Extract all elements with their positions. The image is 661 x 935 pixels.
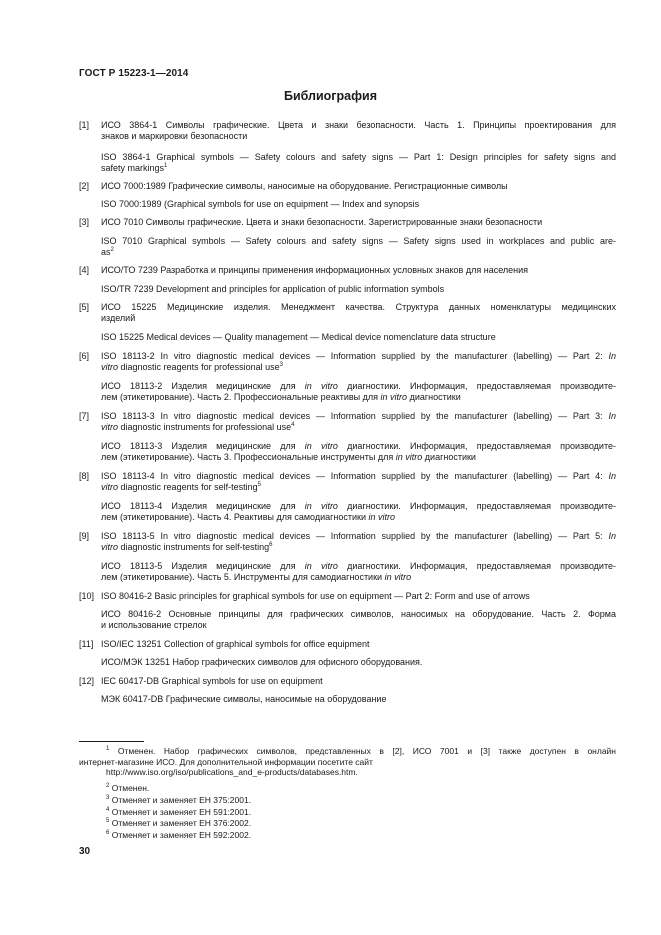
page-number: 30	[79, 846, 91, 857]
entry-text-line: ISO 7010 Graphical symbols — Safety colours and safety signs — Safety signs used in workplaces and public are-	[101, 236, 616, 246]
entry-text-line: ISO 15225 Medical devices — Quality management — Medical device nomenclature data structure	[101, 332, 496, 342]
entry-text-line: ИСО 80416-2 Основные принципы для графических символов, наносимых на оборудование. Часть 2. Форма	[101, 609, 616, 619]
footnote-mark: 2	[106, 783, 110, 789]
entry-text: ISO 18113-2 In vitro diagnostic medical devices — Information supplied by the manufacturer (labelling) — Part 2:	[101, 351, 603, 361]
entry-italic: in vitro	[380, 392, 408, 402]
entry-italic: in vitro	[304, 501, 338, 511]
entry-text: diagnostic instruments for self-testing	[120, 542, 270, 552]
entry-number: [7]	[79, 411, 90, 421]
entry-text: as	[101, 247, 111, 257]
entry-text: ISO 18113-5 In vitro diagnostic medical devices — Information supplied by the manufacturer (labelling) — Part 5:	[101, 531, 603, 541]
entry-text-line	[101, 572, 616, 584]
entry-number: [11]	[79, 639, 94, 649]
footnote-text: Отменяет и заменяет ЕН 591:2001.	[111, 807, 252, 817]
footnote-line: http://www.iso.org/iso/publications_and_e-products/databases.htm.	[106, 767, 358, 777]
footnote-line	[79, 746, 616, 757]
entry-number: [4]	[79, 265, 90, 275]
entry-italic: in vitro	[304, 561, 338, 571]
footnote-mark: 6	[106, 830, 110, 836]
footnote-mark: 3	[106, 795, 110, 801]
entry-text-line	[101, 411, 616, 423]
entry-italic: in vitro	[384, 572, 412, 582]
entry-text: диагностики. Информация, предоставляемая производите-	[347, 381, 616, 391]
footnote-text: Отменяет и заменяет ЕН 375:2001.	[111, 795, 252, 805]
entry-text: diagnostic reagents for self-testing	[120, 482, 258, 492]
entry-italic: vitro	[101, 542, 119, 552]
entry-number: [2]	[79, 181, 90, 191]
entry-text-line	[101, 512, 616, 524]
entry-text-line	[101, 362, 616, 374]
entry-text-line: и использование стрелок	[101, 620, 207, 630]
entry-text: diagnostic instruments for professional use	[120, 422, 292, 432]
entry-text-line	[101, 351, 616, 363]
footnote-1	[79, 746, 616, 778]
footnote-ref: 4	[291, 422, 295, 428]
page-title: Библиография	[283, 89, 378, 103]
entry-number: [9]	[79, 531, 90, 541]
footnote-ref: 5	[257, 482, 261, 488]
entry-text: диагностики	[409, 392, 461, 402]
footnote-5	[106, 818, 643, 829]
entry-text-line: ISO 80416-2 Basic principles for graphical symbols for use on equipment — Part 2: Form and use of arrows	[101, 591, 530, 601]
entry-text: диагностики. Информация, предоставляемая производите-	[347, 441, 616, 451]
entry-text: лем (этикетирование). Часть 4. Реактивы для самодиагностики	[101, 512, 366, 522]
entry-text-line: ИСО 7010 Символы графические. Цвета и знаки безопасности. Зарегистрированные знаки безопасности	[101, 217, 543, 227]
entry-text-line	[101, 422, 616, 434]
entry-italic: vitro	[101, 422, 119, 432]
entry-text: ISO 18113-4 In vitro diagnostic medical devices — Information supplied by the manufacturer (labelling) — Part 4:	[101, 471, 603, 481]
entry-text-line	[101, 163, 616, 175]
entry-text-line: ISO/IEC 13251 Collection of graphical symbols for office equipment	[101, 639, 370, 649]
entry-italic: in vitro	[304, 441, 338, 451]
entry-text-line	[101, 542, 616, 554]
entry-text-line	[101, 247, 616, 259]
entry-text-line: ИСО 7000:1989 Графические символы, наносимые на оборудование. Регистрационные символы	[101, 181, 508, 191]
footnote-ref: 2	[110, 247, 114, 253]
entry-text-line: изделий	[101, 313, 136, 323]
entry-text-line	[101, 381, 616, 393]
entry-text: диагностики	[424, 452, 476, 462]
entry-text-line: ИСО 15225 Медицинские изделия. Менеджмент качества. Структура данных номенклатуры медицинских	[101, 302, 616, 312]
entry-text: лем (этикетирование). Часть 5. Инструменты для самодиагностики	[101, 572, 383, 582]
footnote-text: Отменен.	[111, 783, 150, 793]
entry-text: лем (этикетирование). Часть 3. Профессиональные инструменты для	[101, 452, 394, 462]
entry-text-line: ИСО 3864-1 Символы графические. Цвета и знаки безопасности. Часть 1. Принципы проектирования для	[101, 120, 616, 130]
document-code-header: ГОСТ Р 15223-1—2014	[79, 68, 189, 79]
entry-text-line: знаков и маркировки безопасности	[101, 131, 248, 141]
footnote-ref: 1	[164, 163, 168, 169]
footnote-line: интернет-магазине ИСО. Для дополнительной информации посетите сайт	[79, 756, 373, 767]
footnote-6	[106, 830, 643, 841]
entry-text-line	[101, 452, 616, 464]
footnote-mark: 1	[106, 746, 110, 752]
entry-text: ИСО 18113-4 Изделия медицинские для	[101, 501, 296, 511]
entry-text-line: ISO 7000:1989 (Graphical symbols for use on equipment — Index and synopsis	[101, 199, 420, 209]
entry-italic: vitro	[101, 482, 119, 492]
entry-number: [5]	[79, 302, 90, 312]
footnote-mark: 5	[106, 818, 110, 824]
entry-text-line	[101, 501, 616, 513]
entry-text: safety markings	[101, 163, 165, 173]
entry-text: diagnostic reagents for professional use	[120, 362, 280, 372]
entry-number: [10]	[79, 591, 95, 601]
footnote-mark: 4	[106, 807, 110, 813]
entry-text-line	[101, 531, 616, 543]
entry-italic: In	[608, 471, 616, 481]
entry-text: ИСО 18113-5 Изделия медицинские для	[101, 561, 296, 571]
footnote-4	[106, 807, 643, 818]
entry-italic: In	[608, 411, 616, 421]
entry-italic: in vitro	[368, 512, 396, 522]
entry-text-line	[101, 561, 616, 573]
entry-text-line	[101, 471, 616, 483]
entry-italic: in vitro	[304, 381, 338, 391]
entry-text: ИСО 18113-3 Изделия медицинские для	[101, 441, 296, 451]
entry-text-line: ISO 3864-1 Graphical symbols — Safety colours and safety signs — Part 1: Design principles for safety signs and	[101, 152, 616, 162]
entry-number: [12]	[79, 676, 95, 686]
entry-text-line	[101, 482, 616, 494]
entry-text-line	[101, 392, 616, 404]
entry-text-line	[101, 441, 616, 453]
entry-italic: In	[608, 531, 616, 541]
entry-italic: vitro	[101, 362, 119, 372]
entry-italic: In	[608, 351, 616, 361]
entry-text-line: IEC 60417-DB Graphical symbols for use on equipment	[101, 676, 323, 686]
entry-text-line: ИСО/МЭК 13251 Набор графических символов для офисного оборудования.	[101, 657, 423, 667]
entry-number: [6]	[79, 351, 90, 361]
footnote-text: Отменяет и заменяет ЕН 592:2002.	[111, 830, 252, 840]
entry-text: диагностики. Информация, предоставляемая производите-	[347, 561, 616, 571]
entry-number: [1]	[79, 120, 90, 130]
footnote-3	[106, 795, 643, 806]
footnote-text: Отменяет и заменяет ЕН 376:2002.	[111, 818, 252, 828]
entry-number: [3]	[79, 217, 90, 227]
entry-text-line: ИСО/ТО 7239 Разработка и принципы применения информационных условных знаков для населения	[101, 265, 529, 275]
entry-italic: in vitro	[395, 452, 423, 462]
footnote-2	[106, 783, 643, 794]
footnote-separator	[79, 741, 144, 742]
entry-text: ISO 18113-3 In vitro diagnostic medical devices — Information supplied by the manufacturer (labelling) — Part 3:	[101, 411, 603, 421]
entry-text: лем (этикетирование). Часть 2. Профессиональные реактивы для	[101, 392, 379, 402]
entry-text: ИСО 18113-2 Изделия медицинские для	[101, 381, 296, 391]
entry-text-line: ISO/TR 7239 Development and principles for application of public information symbols	[101, 284, 445, 294]
footnote-ref: 6	[269, 542, 273, 548]
footnote-text: Отменен. Набор графических символов, представленных в [2], ИСО 7001 и [3] также доступен в онлайн	[117, 746, 616, 756]
entry-number: [8]	[79, 471, 90, 481]
entry-text: диагностики. Информация, предоставляемая производите-	[347, 501, 616, 511]
entry-text-line: МЭК 60417-DB Графические символы, наносимые на оборудование	[101, 694, 387, 704]
footnote-ref: 3	[279, 362, 283, 368]
